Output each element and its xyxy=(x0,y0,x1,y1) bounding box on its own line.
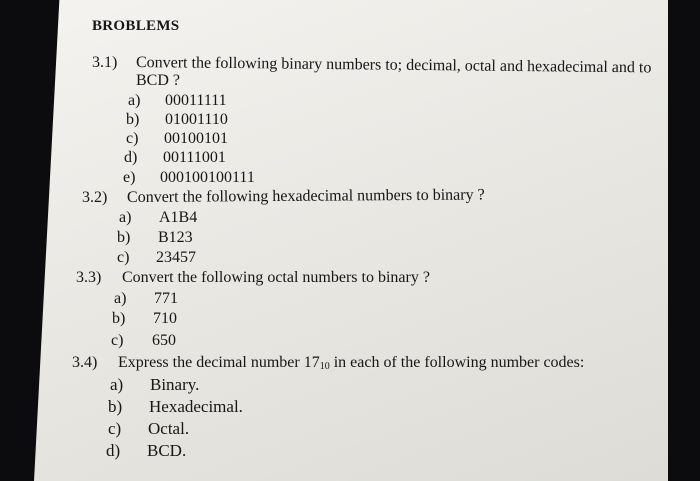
item-label: d) xyxy=(124,149,138,166)
item-label: d) xyxy=(106,441,121,460)
problem-3-4-text: Express the decimal number $17_{10}$ in each of the following number codes: xyxy=(118,354,585,372)
problem-3-1-number: 3.1) xyxy=(92,54,118,71)
problem-3-4-number: 3.4) xyxy=(72,354,98,371)
item-value: BCD. xyxy=(147,441,187,460)
problem-3-3-text: Convert the following octal numbers to binary ? xyxy=(122,269,430,286)
item-value: 00111001 xyxy=(163,149,226,166)
item-label: b) xyxy=(126,111,140,128)
item-value: 710 xyxy=(153,310,177,327)
item-label: a) xyxy=(114,290,127,307)
item-value: 00100101 xyxy=(164,130,228,147)
problem-3-2-number: 3.2) xyxy=(82,189,108,206)
item-label: b) xyxy=(117,229,131,246)
problem-3-1-text: Convert the following binary numbers to; decimal, octal and hexadecimal and to xyxy=(135,54,652,77)
item-label: e) xyxy=(123,169,136,186)
item-value: Hexadecimal. xyxy=(149,397,243,416)
problem-3-1-text-cont: BCD ? xyxy=(136,72,180,89)
item-label: a) xyxy=(128,92,141,109)
item-value: 00011111 xyxy=(165,92,227,109)
item-label: c) xyxy=(126,130,139,147)
item-value: 000100100111 xyxy=(160,169,255,186)
item-value: 771 xyxy=(154,290,178,307)
item-value: 650 xyxy=(152,332,176,349)
subscript-base: 10 xyxy=(319,361,330,372)
item-label: a) xyxy=(110,375,124,394)
item-label: c) xyxy=(111,332,124,349)
item-label: b) xyxy=(108,397,123,416)
item-label: a) xyxy=(119,209,132,226)
problem-3-3-number: 3.3) xyxy=(76,269,102,286)
item-value: B123 xyxy=(158,229,193,246)
item-label: c) xyxy=(108,419,122,438)
item-value: Octal. xyxy=(148,419,190,438)
item-value: 01001110 xyxy=(165,111,228,128)
item-value: A1B4 xyxy=(159,209,198,226)
problem-3-2-text: Convert the following hexadecimal numbers to binary ? xyxy=(126,186,485,206)
item-label: b) xyxy=(112,310,126,327)
page-heading: BROBLEMS xyxy=(92,18,180,34)
item-label: c) xyxy=(117,249,130,266)
item-value: 23457 xyxy=(156,249,196,266)
item-value: Binary. xyxy=(150,375,200,394)
